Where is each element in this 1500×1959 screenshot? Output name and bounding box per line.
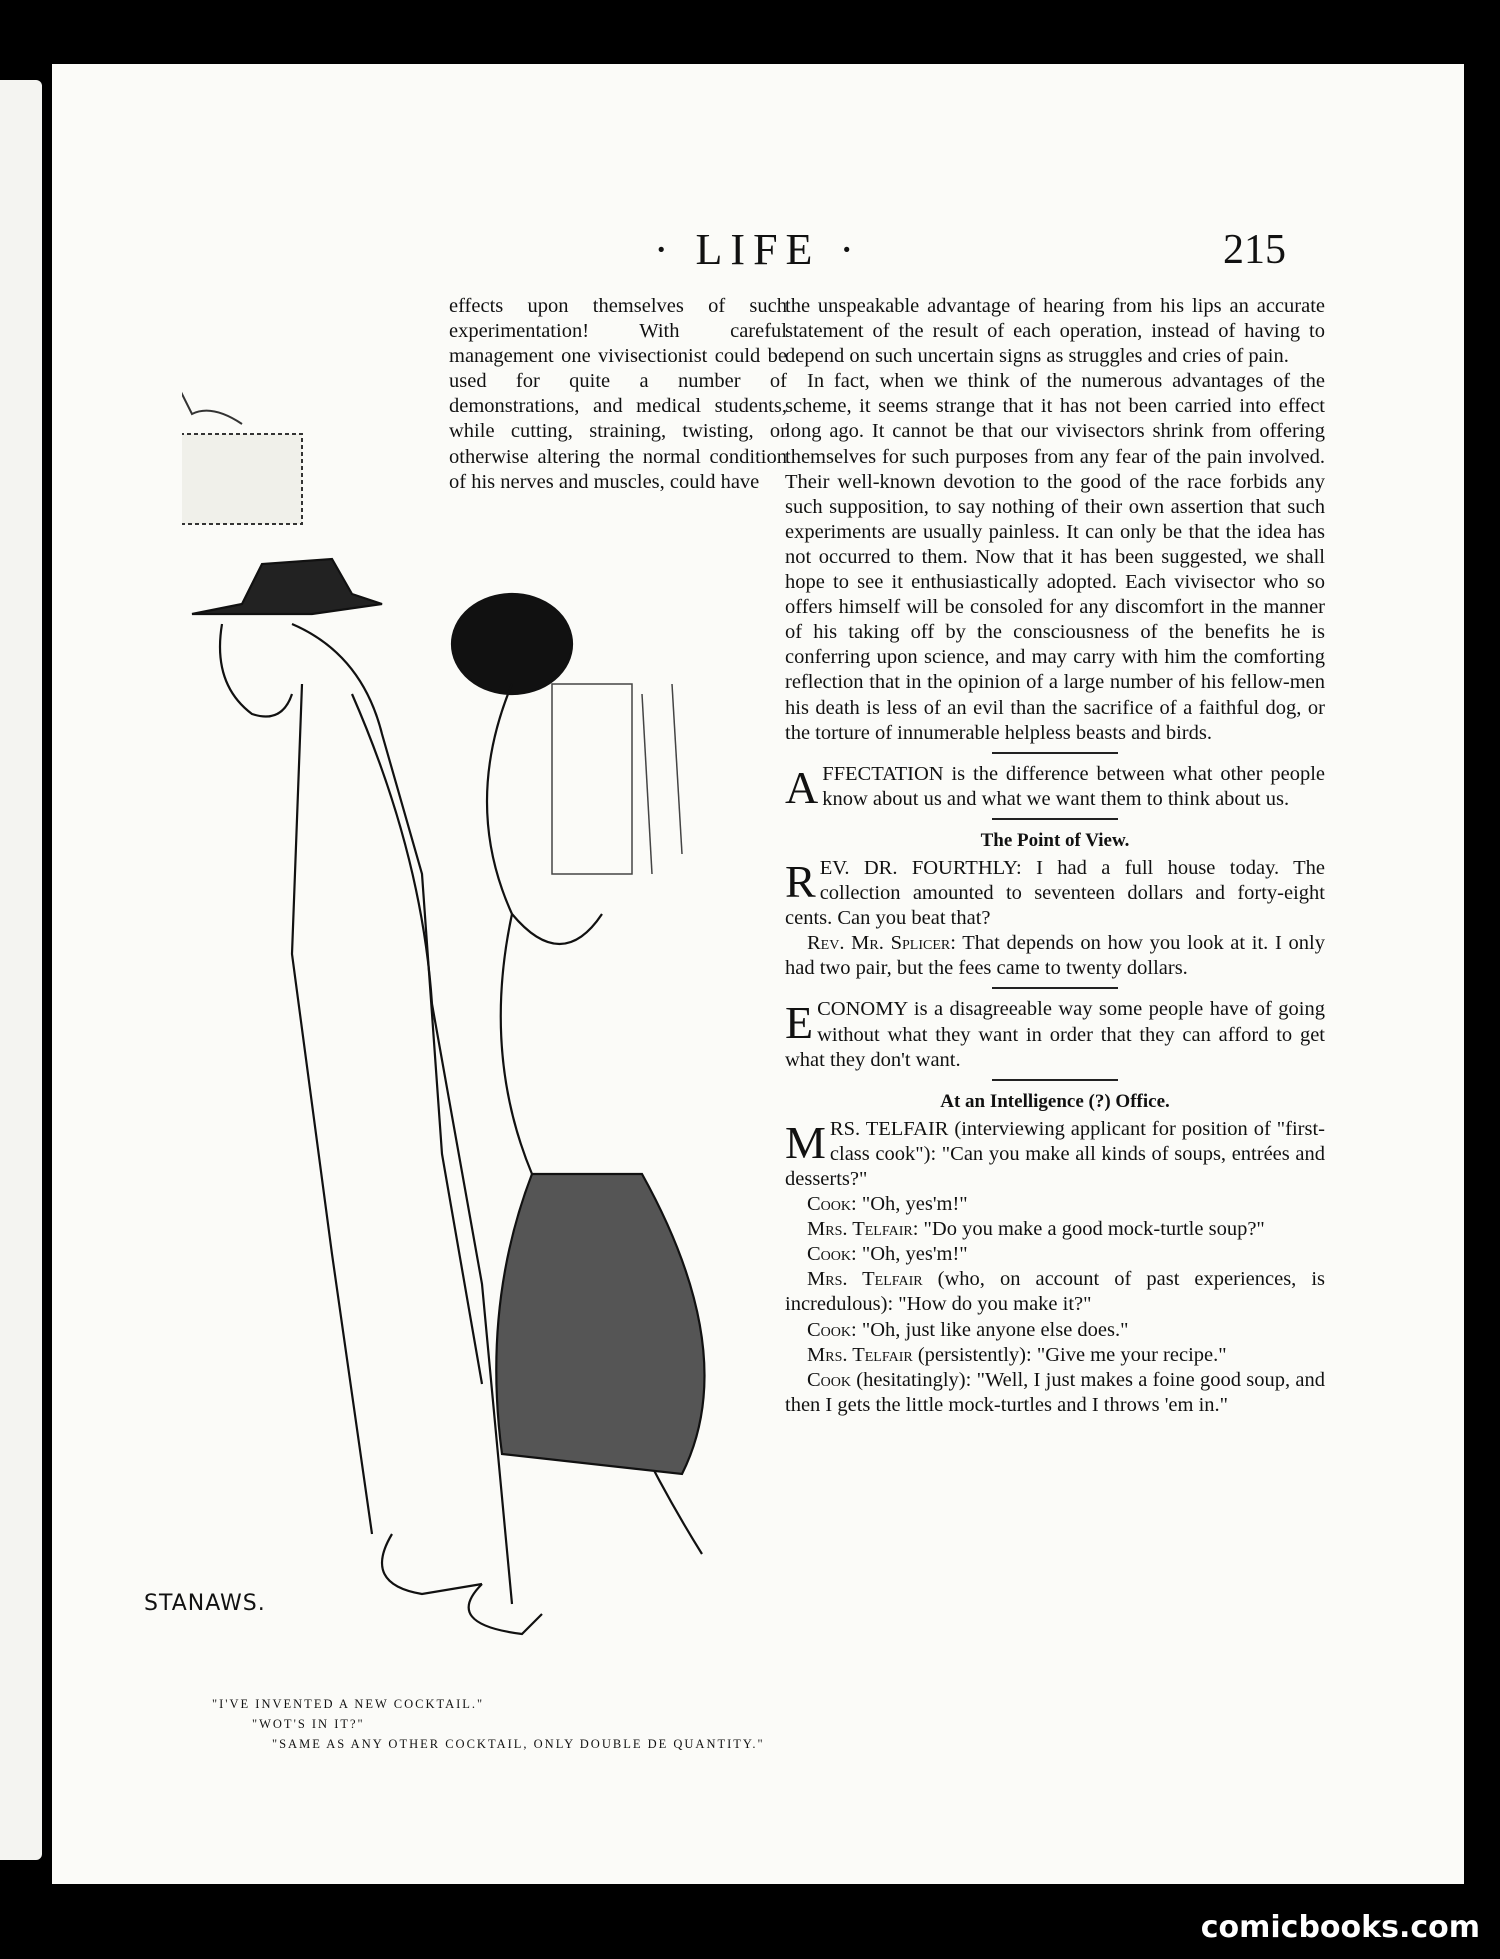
dialogue-line: [785, 1368, 1325, 1418]
drop-cap: A: [785, 761, 819, 813]
drop-cap: E: [785, 997, 814, 1049]
pov-text: EV. DR. FOURTHLY: I had a full house today. The collection amounted to seventeen dollars and forty-eight cents. Can you beat that?: [785, 856, 1325, 930]
divider: [992, 752, 1118, 754]
pov-reply: [785, 931, 1325, 981]
caption-line: "WOT'S IN IT?": [252, 1717, 365, 1731]
magazine-page: [52, 64, 1464, 1884]
speaker: Cook: [807, 1193, 852, 1216]
left-column-text: [449, 294, 787, 495]
hanging-sign: [182, 354, 302, 524]
page-number: 215: [1223, 227, 1286, 273]
divider: [992, 1079, 1118, 1081]
right-column-text: [785, 294, 1325, 1418]
man-figure: [192, 559, 542, 1634]
dialogue: : "Oh, yes'm!": [851, 1243, 968, 1266]
drop-cap: R: [785, 855, 816, 907]
affectation-item: [785, 762, 1325, 812]
speaker: Cook: [807, 1243, 852, 1266]
pov-item: [785, 856, 1325, 931]
speaker: Rev. Mr. Splicer: [807, 932, 951, 955]
caption-line: "I'VE INVENTED A NEW COCKTAIL.": [212, 1697, 485, 1711]
dialogue: : "Oh, yes'm!": [851, 1193, 968, 1216]
dialogue-line: [785, 1318, 1325, 1343]
page-title: · LIFE ·: [653, 225, 863, 274]
speaker: Cook: [807, 1368, 852, 1391]
woman-figure: [452, 594, 705, 1554]
section-heading: The Point of View.: [980, 829, 1130, 851]
paragraph: In fact, when we think of the numerous advantages of the scheme, it seems strange that it has not been carried into effect long ago. It cannot be that our vivisectors shrink from offering themselves for such purposes from any fear of the pain involved. Their well-known devotion to the good of the race forbids any such supposition, to say nothing of their own assertion that such experiments are usually painless. It can only be that the idea has not occurred to them. Now that it has been suggested, we shall hope to see it enthusiastically adopted. Each vivisector who so offers himself will be consoled for any discomfort in the manner of his taking off by the consciousness of the benefits he is conferring upon science, and may carry with him the comforting reflection that in the opinion of a large number of his fellow-men his death is less of an evil than the sacrifice of a faithful dog, or the torture of innumerable helpless beasts and birds.: [785, 370, 1325, 744]
office-text: RS. TELFAIR (interviewing applicant for position of "first-class cook"): "Can you make all kinds of soups, entrées and desserts?": [785, 1117, 1325, 1190]
artist-signature: STANAWS.: [144, 1591, 266, 1616]
speaker: Mrs. Telfair: [807, 1268, 923, 1291]
background-figures: [552, 684, 682, 874]
speaker: Cook: [807, 1318, 852, 1341]
dialogue: : "Oh, just like anyone else does.": [851, 1318, 1129, 1341]
divider: [992, 818, 1118, 820]
dialogue-line: [785, 1242, 1325, 1267]
cartoon-illustration: [182, 354, 842, 1734]
section-heading: At an Intelligence (?) Office.: [940, 1090, 1170, 1112]
dialogue: : "Do you make a good mock-turtle soup?": [912, 1218, 1265, 1241]
dialogue: : That depends on how you look at it. I only had two pair, but the fees came to twenty dollars.: [785, 932, 1326, 980]
speaker: Mrs. Telfair: [807, 1218, 913, 1241]
economy-text: CONOMY is a disagreeable way some people have of going without what they want in order that they can afford to get what they don't want.: [785, 998, 1325, 1071]
dialogue-line: [785, 1217, 1325, 1242]
speaker: Mrs. Telfair: [807, 1343, 913, 1366]
divider: [992, 987, 1118, 989]
caption-line: "SAME AS ANY OTHER COCKTAIL, ONLY DOUBLE DE QUANTITY.": [272, 1737, 765, 1751]
dialogue-line: [785, 1267, 1325, 1317]
facing-page-edge: [0, 80, 42, 1860]
dialogue-line: [785, 1192, 1325, 1217]
affectation-text: FFECTATION is the difference between what other people know about us and what we want them to think about us.: [822, 762, 1325, 810]
dialogue: (persistently): "Give me your recipe.": [912, 1343, 1227, 1366]
dialogue: (hesitatingly): "Well, I just makes a foine good soup, and then I gets the little mock-turtles and I throws 'em in.": [785, 1368, 1325, 1416]
economy-item: [785, 997, 1325, 1072]
dialogue: (who, on account of past experiences, is incredulous): "How do you make it?": [785, 1268, 1325, 1316]
paragraph: the unspeakable advantage of hearing from his lips an accurate statement of the result of each operation, instead of having to depend on such uncertain signs as struggles and cries of pain.: [785, 295, 1325, 368]
dialogue-line: [785, 1343, 1325, 1368]
office-item: [785, 1117, 1325, 1192]
site-watermark: comicbooks.com: [1200, 1910, 1480, 1945]
paragraph: effects upon themselves of such experimentation! With careful management one vivisectionist could be used for quite a number of demonstrations, and medical students, while cutting, straining, twisting, or otherwise altering the normal condition of his nerves and muscles, could have: [449, 295, 787, 493]
illustration-caption: [212, 1694, 832, 1754]
drop-cap: M: [785, 1116, 826, 1168]
